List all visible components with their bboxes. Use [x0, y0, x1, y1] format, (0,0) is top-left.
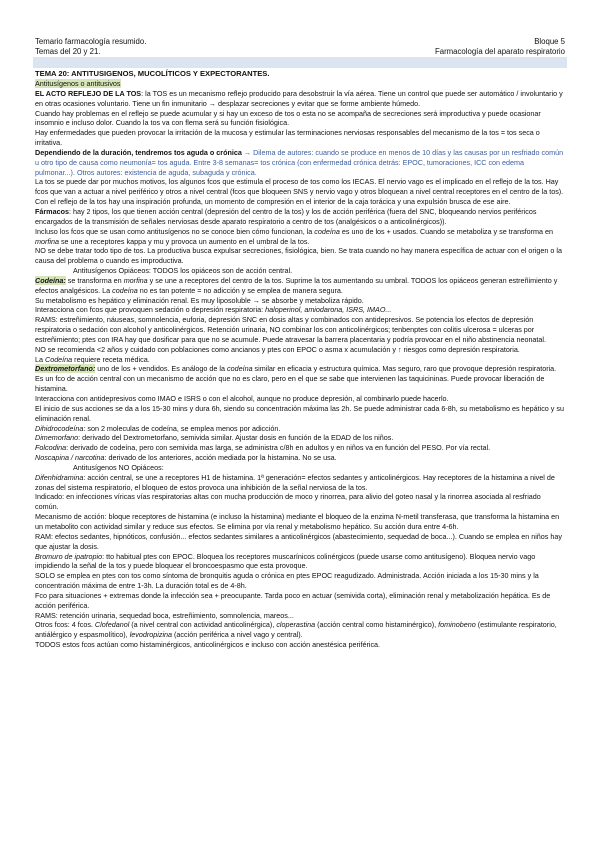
header-block: Bloque 5 [534, 37, 565, 46]
paragraph: Dependiendo de la duración, tendremos tos aguda o crónica → Dilema de autores: cuando se produce en menos de 10 días y las causas por un resfriado común u otro tipo de causa como neumonía= tos aguda. Entre 3-8 semanas= tos crónica (con enfermedad crónica detrás: EPOC, tumoraciones, ICC con edema pulmonar...). Otros autores: existencia de aguda, subaguda y crónica. [35, 147, 564, 177]
paragraph: Su metabolismo es hepático y eliminación renal. Es muy liposoluble → se absorbe y metaboliza rápido. [35, 295, 364, 305]
paragraph: Mecanismo de acción: bloque receptores de histamina (e incluso la histamina) mediante el bloqueo de la enzima N-metil transferasa, que transforma la histamina en un metabolito con actividad similar y reduce sus efectos. Se elimina por vía renal y metabolismo hepático. Su acción dura entre 4-6h. [35, 512, 560, 531]
header-course: Temario farmacología resumido. [35, 37, 147, 46]
header-topics: Temas del 20 y 21. [35, 47, 101, 56]
paragraph: La tos se puede dar por muchos motivos, los algunos fcos que estimula el proceso de tos como los IECAS. El nervio vago es el implicado en el reflejo de la tos. Hay fcos que van a actuar a nivel periférico y otros a nivel central (fcos que bloqueen SNS y nervio vago y otros bloquean a nivel central receptores en el centro de la tos). Con el reflejo de la tos hay una inspiración profunda, un momento de compresión en el interior de la caja torácica y una expulsión brusca de ese aire. [35, 177, 564, 207]
paragraph: El inicio de sus acciones se da a los 15-30 mins y dura 6h, siendo su concentración máxima las 2h. Se puede administrar cada 6-8h, su metabolismo es hepático y su eliminación renal. [35, 403, 564, 423]
subsection-heading: Antitusígenos Opiáceos: TODOS los opiáceos son de acción central. [73, 266, 293, 276]
paragraph: Indicado: en infecciones víricas vías respiratorias altas con mucha producción de moco y rinorrea, para alivio del goteo nasal y la rinorrea asociada al resfriado común. [35, 492, 541, 512]
paragraph: SOLO se emplea en ptes con tos como síntoma de bronquitis aguda o crónica en ptes EPOC reagudizado. Administrada. Acción iniciada a los 15-30 mins y la concentración máxima de entre 1-3h. La duración total es de 4-8h. [35, 571, 539, 591]
paragraph: Incluso los fcos que se usan como antitusígenos no se conoce bien cómo funcionan, la codeína es uno de los + usados. Cuando se metaboliza y se transforma en morfina se une a receptores kappa y mu y provoca un aumento en el umbral de la tos. [35, 226, 554, 246]
drug-name: Bromuro de ipatropio [35, 551, 103, 561]
drug-name: Noscapina / narcotina [35, 453, 105, 463]
paragraph: EL ACTO REFLEJO DE LA TOS: la TOS es un mecanismo reflejo producido para desobstruir la vía aérea. Tiene un control que puede ser automático / involuntario y en otras ocasiones voluntario. Tiene un fin inmunitario → desplazar secreciones y evitar que se forme ambiente húmedo. [35, 88, 563, 108]
drug-name: Codeína: [35, 275, 66, 285]
paragraph: Interacciona con antidepresivos como IMAO e ISRS o con el alcohol, aunque no produce depresión, al combinarlo puede hacerlo. [35, 394, 449, 403]
paragraph: Noscapina / narcotina: derivado de los anteriores, acción mediada por la histamina. No se usa. [35, 453, 337, 463]
subsection-heading: Antitusígenos NO Opiáceos: [73, 462, 164, 472]
paragraph: Dihidrocodeína: son 2 moleculas de codeína, se emplea menos por adicción. [35, 423, 281, 433]
paragraph: NO se debe tratar todo tipo de tos. La productiva busca expulsar secreciones, fisiológica, bien. Se trata cuando no hay manera específica de actuar con el origen o la causa del problema o cuando es improductiva. [35, 246, 562, 266]
drug-name: Folcodina [35, 443, 67, 453]
paragraph: Dimemorfano: derivado del Dextrometorfano, semivida similar. Ajustar dosis en función de la EDAD de los niños. [35, 433, 394, 443]
author-note: → Dilema de autores: cuando se produce en menos de 10 días y las causas por un resfriado común u otro tipo de causa como neumonía= tos aguda. Entre 3-8 semanas= tos crónica (con enfermedad crónica detrás: EPOC, tumoraciones, ICC con edema pulmonar...). Otros autores: existencia de aguda, subaguda y crónica. [35, 147, 564, 177]
paragraph: Interacciona con fcos que provoquen sedación o depresión respiratoria: haloperinol, amiodarona, ISRS, IMAO... [35, 305, 392, 315]
paragraph: RAMS: retención urinaria, sequedad boca, estreñimiento, somnolencia, mareos... [35, 610, 294, 620]
paragraph: Dextrometorfano: uno de los + vendidos. Es análogo de la codeína similar en eficacia y estructura química. Mas seguro, raro que provoque depresión respiratoria. Es un fco de acción central con un mecanismo de acción que no es claro, pero en el que se sabe que intervienen las taquicininas. Puede provocar liberación de histamina. [35, 364, 557, 394]
paragraph: NO se recomienda <2 años y cuidado con poblaciones como ancianos y ptes con EPOC o asma x acumulación y ↑ riesgos como depresión respiratoria. [35, 344, 520, 354]
paragraph: Difenhidramina: acción central, se une a receptores H1 de histamina. 1ª generación= efectos sedantes y anticolinérgicos. Hay receptores de la histamina a nivel de zonas del sistema respiratorio, el bloqueo de estos provoca una inhibición de la señal nerviosa de la tos. [35, 472, 555, 492]
header-subject: Farmacología del aparato respiratorio [434, 47, 565, 56]
header-line-1 [35, 37, 565, 47]
drug-name: Dihidrocodeína [35, 423, 84, 433]
paragraph: RAMS: estreñimiento, náuseas, somnolencia, euforia, depresión SNC en dosis altas y combinados con antidepresivos. Se potencia los efectos de depresión respiratoria o sedación con alcohol y anticolinérgicos. Retención urinaria, NO combinar los con anticolinérgicos; tenbenptes con colitis ulcerosa = ulceras por estreñimiento; ptes con IRA hay que dosificar para que no se acumule. Puede atravesar la barrera placentaria y podría provocar en el niño abstinencia neonatal. [35, 315, 547, 344]
drug-name: Dextrometorfano: [35, 364, 96, 374]
paragraph: Codeína: se transforma en morfina y se une a receptores del centro de la tos. Suprime la tos aumentando su umbral. TODOS los opiáceos generan estreñimiento y efectos analgésicos. La codeína no es tan potente = no adicción y se emplea de manera segura. [35, 275, 558, 295]
document-body [35, 68, 565, 650]
paragraph: Fco para situaciones + extremas donde la infección sea + preocupante. Tarda poco en actuar (semivida corta), eliminación renal y metabolización hepática. Es de acción periférica. [35, 590, 551, 610]
page-title: TEMA 20: ANTITUSIGENOS, MUCOLÍTICOS Y EXPECTORANTES. [35, 69, 270, 78]
paragraph: Fármacos: hay 2 tipos, los que tienen acción central (depresión del centro de la tos) y los de acción periférica (fuera del SNC, bloqueando nervios periféricos encargados de la transmisión de señales nerviosas desde aparato respiratorio a centro de tos (analgésicos o a anticolinérgicos)). [35, 206, 537, 226]
paragraph: TODOS estos fcos actúan como histaminérgicos, anticolinérgicos e incluso con acción anestésica periférica. [35, 640, 381, 650]
paragraph: Bromuro de ipatropio: tto habitual ptes con EPOC. Bloquea los receptores muscarínicos colinérgicos (puede usarse como antitusígeno). Bloquea nervio vago impidiendo la señal de la tos y puede bloquear el broncoespasmo que esta provoque. [35, 551, 536, 571]
title-band [33, 57, 567, 68]
paragraph: Cuando hay problemas en el reflejo se puede acumular y si hay un exceso de tos o esta no se acompaña de secreciones será improductiva y puede ocasionar insomnio e incluso dolor. Cuando la tos va con flema será su función fisiológica. [35, 108, 541, 128]
drug-name: Dimemorfano [35, 433, 79, 443]
header-line-2 [35, 47, 565, 57]
paragraph: Hay enfermedades que pueden provocar la irritación de la mucosa y estimular las terminaciones nerviosas responsables del mecanismo de la tos = tos seca o irritativa. [35, 128, 540, 148]
paragraph: RAM: efectos sedantes, hipnóticos, confusión... efectos sedantes similares a anticolinérgicos (abastecimiento, sequedad de boca...). Cuando se emplea en niños hay que ajustar la dosis. [35, 531, 562, 551]
drug-name: Difenhidramina [35, 472, 84, 482]
paragraph: Otros fcos: 4 fcos. Clofedanol (a nivel central con actividad anticolinérgica), cloperastina (acción central como histaminérgico), fominobeno (estimulante respiratorio, antiálérgico y espasmolítico), levodropizina (acción periférica a nivel vago y central). [35, 620, 557, 640]
paragraph: Folcodina: derivado de codeína, pero con semivida mas larga, se administra c/8h en adultos y en niños va en función del PESO. Por vía rectal. [35, 443, 491, 453]
section-heading: Antitusígenos o antitusivos [35, 79, 121, 88]
paragraph: La Codeína requiere receta médica. [35, 354, 150, 364]
